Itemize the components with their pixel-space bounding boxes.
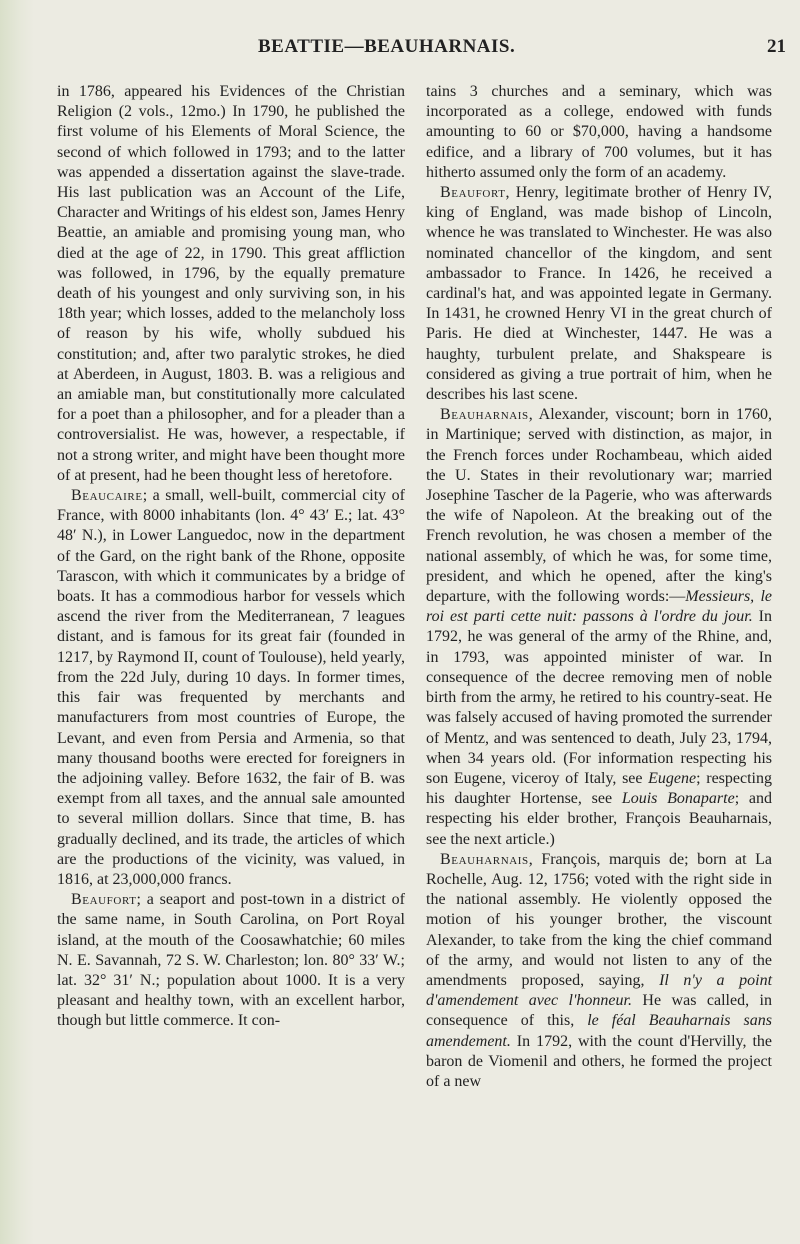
beaufort-town-continuation: [426, 82, 772, 183]
headword: Beauharnais: [440, 850, 529, 868]
page-header: [0, 36, 800, 62]
page-number: 21: [767, 36, 786, 57]
headword: Beauharnais: [440, 406, 529, 424]
entry-text: , Alexander, viscount; born in 1760, in Martinique; served with distinction, as major, in the French forces under Rochambeau, which aided the U. States in their revolutionary war; married Josephine Tascher de la Pagerie, who was afterwards the wife of Napoleon. At the breaking out of the French revolution, he was chosen a member of the national assembly, of which he was, for some time, president, and which he opened, after the king's departure, with the following words:—: [426, 406, 772, 606]
headword: Beaufort: [440, 184, 506, 202]
paragraph-text: in 1786, appeared his Evidences of the Christian Religion (2 vols., 12mo.) In 1790, he published the first volume of his Elements of Moral Science, the second of which followed in 1793; and to the latter was appended a dissertation against the slave-trade. His last publication was an Account of the Life, Character and Writings of his eldest son, James Henry Beattie, an amiable and promising young man, who died at the age of 22, in 1790. This great affliction was followed, in 1796, by the equally premature death of his youngest and only surviving son, in his 18th year; which losses, added to the melancholy loss of reason by his wife, wholly subdued his constitution; and, after two paralytic strokes, he died at Aberdeen, in August, 1803. B. was a religious and an amiable man, but constitutionally more calculated for a poet than a philosopher, and for a pleader than a controversialist. He was, however, a respectable, if not a strong writer, and might have been thought more of at present, had he been thought less of heretofore.: [57, 83, 405, 484]
french-quote: Il n'y a point d'amendement avec l'honneur.: [426, 971, 773, 1010]
french-quote: le féal Beauharnais sans amendement.: [426, 1012, 772, 1050]
entry-text: ; a seaport and post-town in a district of the same name, in South Carolina, on Port Royal island, at the mouth of the Coosawhatchie; 60 miles N. E. Savannah, 72 S. W. Charleston; lon. 80° 33′ W.; lat. 32° 31′ N.; population about 1000. It is a very pleasant and healthy town, with an excellent harbor, though but little commerce. It con-: [57, 891, 405, 1030]
headword: Beaufort: [71, 891, 137, 909]
entry-text: In 1792, he was general of the army of the Rhine, and, in 1793, was appointed minister of war. In consequence of the decree removing men of noble birth from the army, he retired to his country-seat. He was falsely accused of having promoted the surrender of Mentz, and was sentenced to death, July 23, 1794, when 34 years old. (For information respecting his son Eugene, viceroy of Italy, see: [426, 608, 772, 787]
french-quote: Messieurs, le roi est parti cette nuit: passons à l'ordre du jour.: [426, 588, 773, 626]
entry-beauharnais-alexander: [426, 405, 772, 849]
entry-text: In 1792, with the count d'Hervilly, the baron de Viomenil and others, he formed the project of a new: [426, 1032, 772, 1090]
entry-beauharnais-francois: [426, 850, 772, 1092]
right-column: [426, 82, 772, 1092]
entry-text: ; respecting his daughter Hortense, see: [426, 769, 772, 808]
entry-text: He was called, in consequence of this,: [426, 992, 772, 1030]
paragraph-text: tains 3 churches and a seminary, which was incorporated as a college, endowed with funds amounting to 60 or $70,000, having a handsome edifice, and a library of 700 volumes, but it has hitherto assumed only the form of an academy.: [426, 83, 772, 181]
beattie-continuation: [57, 82, 405, 486]
entry-text: , Henry, legitimate brother of Henry IV, king of England, was made bishop of Lincoln, whence he was translated to Winchester. He was also nominated chancellor of the kingdom, and sent ambassador to France. In 1426, he received a cardinal's hat, and was appointed legate in Germany. In 1431, he crowned Henry VI in the great church of Paris. He died at Winchester, 1447. He was a haughty, turbulent prelate, and Shakspeare is considered as giving a true portrait of him, when he describes his last scene.: [426, 184, 772, 404]
entry-text: ; a small, well-built, commercial city of France, with 8000 inhabitants (lon. 4° 43′ E.; lat. 43° 48′ N.), in Lower Languedoc, now in the department of the Gard, on the right bank of the Rhone, opposite Tarascon, with which it communicates by a bridge of boats. It has a commodious harbor for vessels which ascend the river from the Mediterranean, 7 leagues distant, and is famous for its great fair (founded in 1217, by Raymond II, count of Toulouse), held yearly, from the 22d July, during 10 days. In former times, this fair was frequented by merchants and manufacturers from most countries of Europe, the Levant, and even from Persia and Armenia, so that many thousand booths were erected for foreigners in the adjoining valley. Before 1632, the fair of B. was exempt from all taxes, and the annual sale amounted to several million dollars. Since that time, B. has gradually declined, and its trade, the articles of which are the productions of the vicinity, was valued, in 1816, at 23,000,000 francs.: [57, 487, 405, 888]
entry-beaucaire: [57, 486, 405, 890]
cross-reference: Eugene: [648, 769, 697, 787]
entry-beaufort-henry: [426, 183, 772, 405]
cross-reference: Louis Bonaparte: [621, 790, 735, 808]
entry-text: ; and respecting his elder brother, François Beauharnais, see the next article.): [426, 790, 772, 848]
entry-beaufort-town: [57, 890, 405, 1031]
running-head: BEATTIE—BEAUHARNAIS.: [258, 36, 516, 57]
entry-text: , François, marquis de; born at La Rochelle, Aug. 12, 1756; voted with the right side in the national assembly. He violently opposed the motion of his younger brother, the viscount Alexander, to take from the king the chief command of the army, and would not listen to any of the amendments proposed, saying,: [426, 850, 772, 989]
page-gutter-shadow: [0, 0, 34, 1244]
left-column: [57, 82, 405, 1032]
headword: Beaucaire: [71, 487, 143, 505]
